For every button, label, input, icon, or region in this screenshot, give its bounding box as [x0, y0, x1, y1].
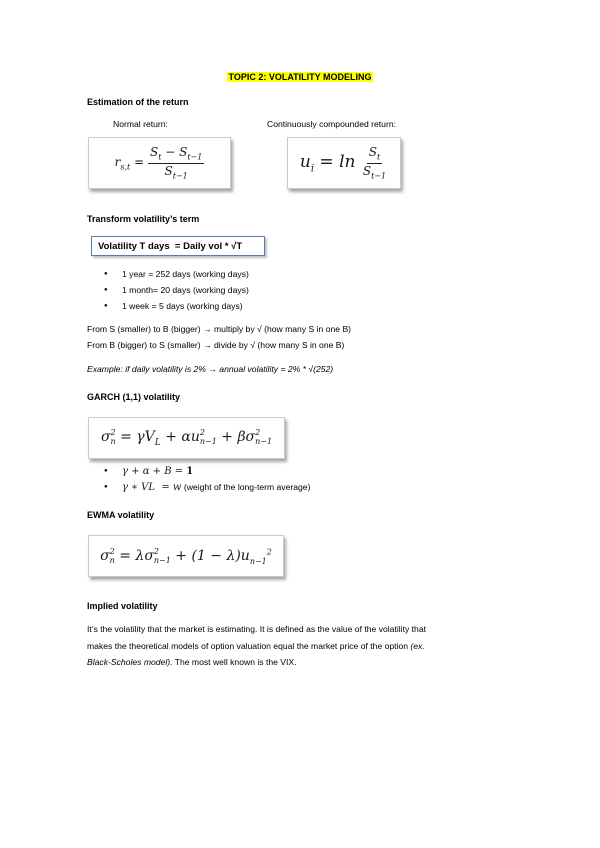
- normal-return-label: Normal return:: [113, 119, 168, 129]
- garch-heading: GARCH (1,1) volatility: [87, 392, 181, 402]
- implied-paragraph: It’s the volatility that the market is estimating. It is defined as the value of the volatility that makes the theoretical models of option valuation equal the market price of the option (ex. Black-Scholes model). The most well known is the VIX.: [87, 624, 426, 667]
- page-title-text: TOPIC 2: VOLATILITY MODELING: [228, 72, 372, 82]
- ewma-heading: EWMA volatility: [87, 510, 155, 520]
- rule-multiply: From S (smaller) to B (bigger) → multiply by √ (how many S in one B): [87, 324, 352, 334]
- normal-return-formula: $r_{s,t}$ = $\frac{S_t - S_{t-1}}{S_{t-1}}$: [88, 137, 231, 189]
- list-item: ● 1 year = 252 days (working days): [104, 266, 249, 282]
- list-item: ● γ ∗ VL = w (weight of the long-term average): [104, 479, 310, 495]
- page-title: [0, 72, 600, 82]
- term-bullet-list: [104, 266, 249, 314]
- volatility-term-box: Volatility T days = Daily vol * √T: [91, 236, 265, 256]
- example-text: Example: if daily volatility is 2% → annual volatility = 2% * √(252): [87, 364, 334, 374]
- return-heading: Estimation of the return: [87, 97, 189, 107]
- continuous-return-label: Continuously compounded return:: [267, 119, 396, 129]
- ewma-formula: σ 2 n = λσ 2 n−1 + $(1 - \lambda)u_{n-1}^2$: [88, 535, 284, 577]
- transform-heading: Transform volatility’s term: [87, 214, 200, 224]
- continuous-return-formula: $u_i = \ln$ $\frac{S_t}{S_{t-1}}$: [287, 137, 401, 189]
- long-term-weight-note: (weight of the long-term average): [181, 482, 311, 492]
- list-item: ● 1 month= 20 days (working days): [104, 282, 249, 298]
- rule-divide: From B (bigger) to S (smaller) → divide by √ (how many S in one B): [87, 340, 345, 350]
- list-item: ● 1 week = 5 days (working days): [104, 298, 249, 314]
- garch-bullet-list: [104, 463, 310, 495]
- list-item: ● γ + α + Β = 1: [104, 463, 310, 479]
- implied-heading: Implied volatility: [87, 601, 158, 611]
- garch-formula: σ 2 n = $\gamma V_L + \alpha u$ 2 n−1 + βσ 2 n−1: [88, 417, 285, 459]
